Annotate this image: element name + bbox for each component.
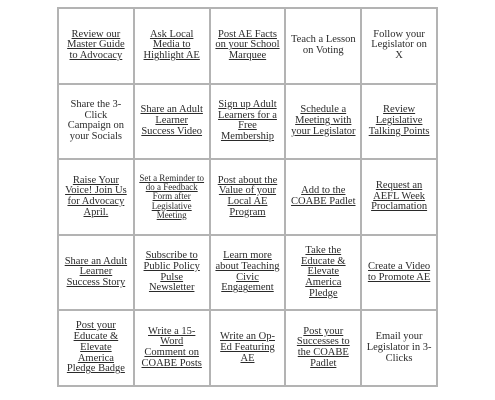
bingo-cell-label: Follow your Legislator on X bbox=[371, 28, 427, 62]
bingo-cell[interactable] bbox=[361, 84, 437, 160]
bingo-cell[interactable] bbox=[58, 310, 134, 386]
bingo-cell bbox=[285, 8, 361, 84]
bingo-cell[interactable] bbox=[285, 310, 361, 386]
bingo-cell-link[interactable]: Take the Educate & Elevate America Pledge bbox=[300, 244, 346, 299]
bingo-cell[interactable] bbox=[58, 159, 134, 235]
bingo-cell-link[interactable]: Subscribe to Public Policy Pulse Newsletter bbox=[143, 250, 200, 294]
bingo-cell bbox=[58, 84, 134, 160]
bingo-cell-link[interactable]: Post AE Facts on your School Marquee bbox=[215, 28, 280, 62]
bingo-cell-link[interactable]: Learn more about Teaching Civic Engagement bbox=[215, 250, 280, 294]
bingo-cell-link[interactable]: Write a 15-Word Comment on COABE Posts bbox=[141, 325, 202, 369]
bingo-cell[interactable] bbox=[210, 235, 286, 311]
bingo-cell-link[interactable]: Schedule a Meeting with your Legislator bbox=[291, 104, 356, 137]
bingo-cell-link[interactable]: Add to the COABE Padlet bbox=[291, 185, 356, 207]
bingo-cell-link[interactable]: Review our Master Guide to Advocacy bbox=[67, 28, 125, 62]
bingo-cell bbox=[361, 310, 437, 386]
bingo-cell-link[interactable]: Set a Reminder to do a Feedback Form after Legislative Meeting bbox=[139, 173, 205, 220]
bingo-cell-link[interactable]: Post your Successes to the COABE Padlet bbox=[296, 325, 350, 369]
bingo-cell[interactable] bbox=[285, 84, 361, 160]
bingo-cell[interactable] bbox=[134, 84, 210, 160]
bingo-cell bbox=[361, 8, 437, 84]
bingo-cell[interactable] bbox=[134, 8, 210, 84]
bingo-cell-link[interactable]: Post your Educate & Elevate America Pledge Badge bbox=[66, 320, 125, 375]
bingo-cell-link[interactable]: Post about the Value of your Local AE Program bbox=[217, 174, 278, 218]
bingo-cell-label: Email your Legislator in 3-Clicks bbox=[366, 331, 432, 364]
bingo-cell-link[interactable]: Review Legislative Talking Points bbox=[368, 104, 430, 137]
advocacy-bingo-board bbox=[57, 7, 438, 387]
bingo-cell[interactable] bbox=[210, 8, 286, 84]
bingo-cell[interactable] bbox=[361, 159, 437, 235]
bingo-cell[interactable] bbox=[210, 84, 286, 160]
bingo-cell[interactable] bbox=[134, 310, 210, 386]
bingo-cell-link[interactable]: Request an AEFL Week Proclamation bbox=[371, 179, 428, 213]
bingo-cell-link[interactable]: Share an Adult Learner Success Video bbox=[140, 104, 203, 137]
bingo-cell-link[interactable]: Raise Your Voice! Join Us for Advocacy April. bbox=[65, 174, 127, 218]
bingo-cell[interactable] bbox=[361, 235, 437, 311]
bingo-cell[interactable] bbox=[58, 8, 134, 84]
bingo-cell-link[interactable]: Share an Adult Learner Success Story bbox=[64, 255, 128, 288]
bingo-cell[interactable] bbox=[285, 235, 361, 311]
bingo-cell[interactable] bbox=[134, 159, 210, 235]
bingo-cell-link[interactable]: Sign up Adult Learners for a Free Membership bbox=[218, 98, 277, 143]
bingo-cell-link[interactable]: Ask Local Media to Highlight AE bbox=[143, 28, 200, 62]
bingo-cell[interactable] bbox=[285, 159, 361, 235]
bingo-cell-label: Teach a Lesson on Voting bbox=[291, 34, 356, 56]
bingo-cell-link[interactable]: Create a Video to Promote AE bbox=[367, 260, 431, 283]
bingo-cell-link[interactable]: Write an Op-Ed Featuring AE bbox=[220, 331, 275, 364]
bingo-cell[interactable] bbox=[210, 310, 286, 386]
bingo-cell[interactable] bbox=[134, 235, 210, 311]
bingo-cell-label: Share the 3-Click Campaign on your Socials bbox=[67, 98, 125, 143]
bingo-cell[interactable] bbox=[210, 159, 286, 235]
bingo-cell[interactable] bbox=[58, 235, 134, 311]
